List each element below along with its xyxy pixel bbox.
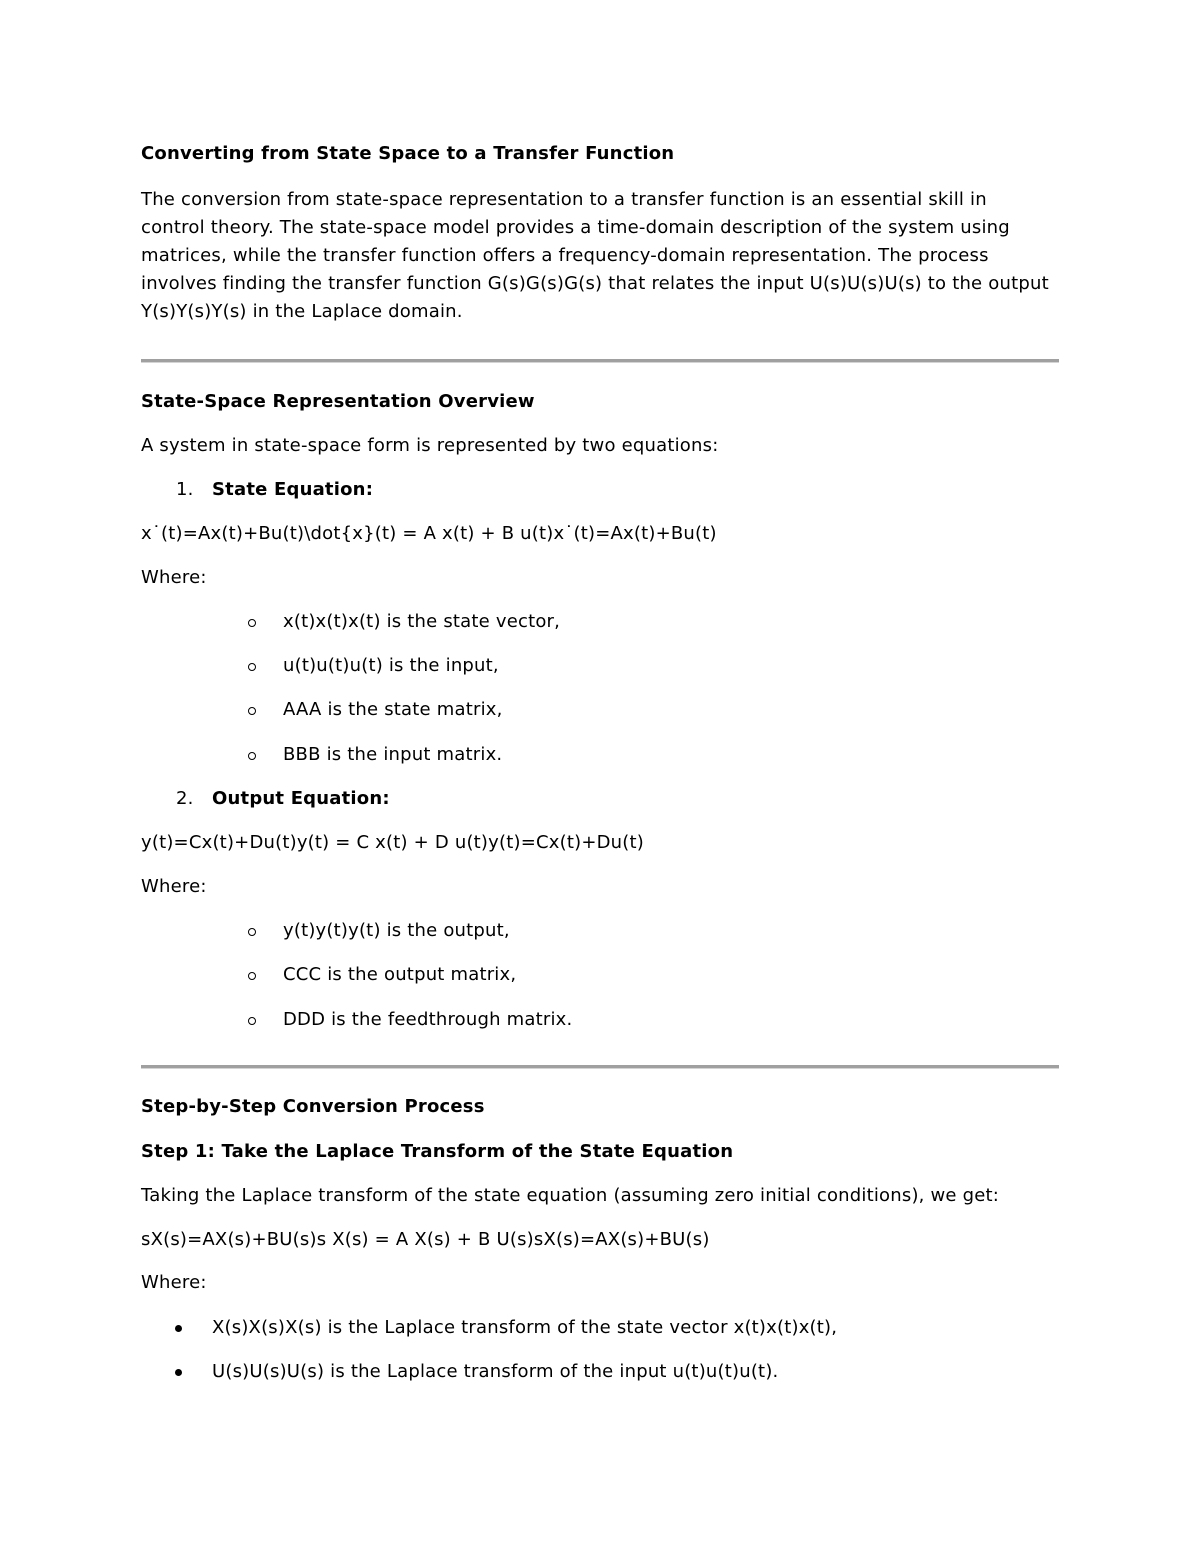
bullet-dot-icon xyxy=(175,1325,182,1332)
list-item: CCC is the output matrix, xyxy=(283,964,517,985)
section-heading-process: Step-by-Step Conversion Process xyxy=(141,1096,485,1117)
section-heading-overview: State-Space Representation Overview xyxy=(141,391,535,412)
where-label-2: Where: xyxy=(141,876,207,897)
document-title: Converting from State Space to a Transfer Function xyxy=(141,143,675,164)
circle-bullet-icon xyxy=(248,972,256,980)
circle-bullet-icon xyxy=(248,663,256,671)
where-label-1: Where: xyxy=(141,567,207,588)
output-equation: y(t)=Cx(t)+Du(t)y(t) = C x(t) + D u(t)y(t)=Cx(t)+Du(t) xyxy=(141,832,644,853)
step1-text: Taking the Laplace transform of the state equation (assuming zero initial conditions), we get: xyxy=(141,1185,1000,1206)
circle-bullet-icon xyxy=(248,707,256,715)
list-item: x(t)x(t)x(t) is the state vector, xyxy=(283,611,561,632)
horizontal-divider xyxy=(141,1065,1059,1069)
circle-bullet-icon xyxy=(248,752,256,760)
bullet-dot-icon xyxy=(175,1369,182,1376)
list-number-2: 2. xyxy=(176,788,194,809)
where-label-3: Where: xyxy=(141,1272,207,1293)
circle-bullet-icon xyxy=(248,1017,256,1025)
step1-equation: sX(s)=AX(s)+BU(s)s X(s) = A X(s) + B U(s)sX(s)=AX(s)+BU(s) xyxy=(141,1229,710,1250)
horizontal-divider xyxy=(141,359,1059,363)
state-equation-label: State Equation: xyxy=(212,479,374,500)
list-item: AAA is the state matrix, xyxy=(283,699,503,720)
list-item: X(s)X(s)X(s) is the Laplace transform of the state vector x(t)x(t)x(t), xyxy=(212,1317,838,1338)
list-item: BBB is the input matrix. xyxy=(283,744,503,765)
list-number-1: 1. xyxy=(176,479,194,500)
list-item: U(s)U(s)U(s) is the Laplace transform of the input u(t)u(t)u(t). xyxy=(212,1361,779,1382)
state-equation: x˙(t)=Ax(t)+Bu(t)\dot{x}(t) = A x(t) + B u(t)x˙(t)=Ax(t)+Bu(t) xyxy=(141,523,717,544)
list-item: DDD is the feedthrough matrix. xyxy=(283,1009,573,1030)
list-item: u(t)u(t)u(t) is the input, xyxy=(283,655,499,676)
output-equation-label: Output Equation: xyxy=(212,788,390,809)
step1-heading: Step 1: Take the Laplace Transform of the State Equation xyxy=(141,1141,734,1162)
list-item: y(t)y(t)y(t) is the output, xyxy=(283,920,510,941)
intro-paragraph: The conversion from state-space representation to a transfer function is an essential skill in control theory. The state-space model provides a time-domain description of the system using matrices, while the transfer function offers a frequency-domain representation. The process involves finding the transfer function G(s)G(s)G(s) that relates the input U(s)U(s)U(s) to the output Y(s)Y(s)Y(s) in the Laplace domain. xyxy=(141,189,1049,322)
circle-bullet-icon xyxy=(248,928,256,936)
overview-intro: A system in state-space form is represented by two equations: xyxy=(141,435,719,456)
circle-bullet-icon xyxy=(248,619,256,627)
